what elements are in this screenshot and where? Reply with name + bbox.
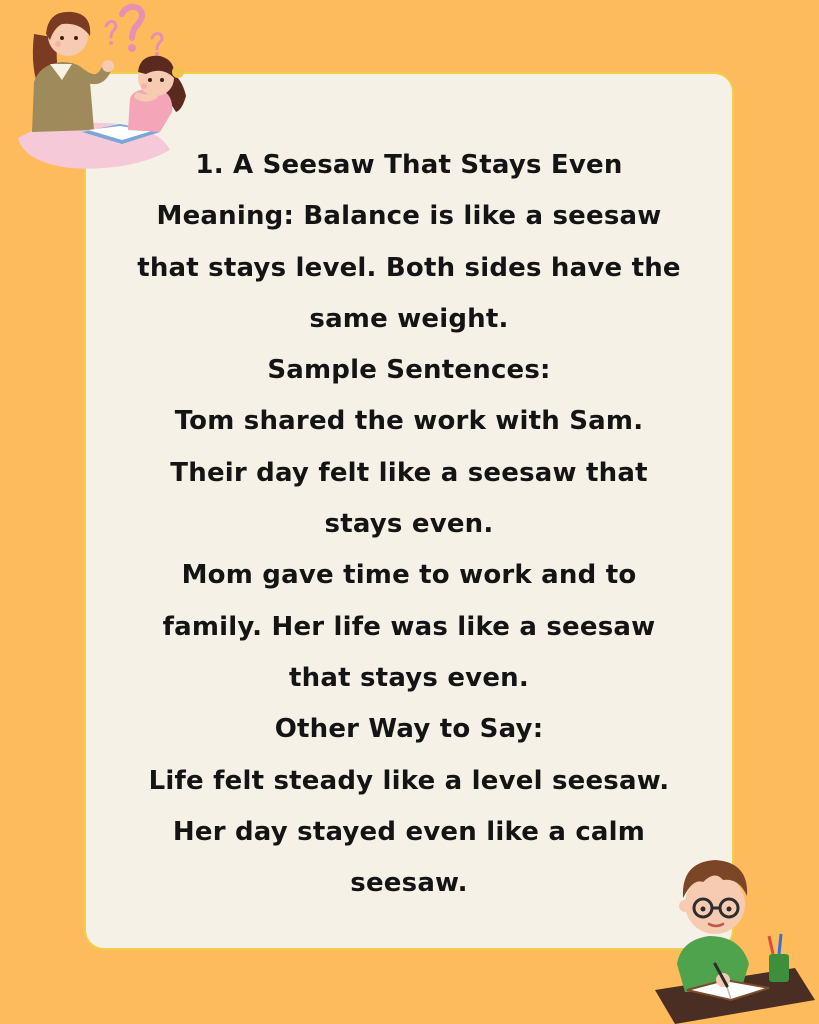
sample-line: Tom shared the work with Sam. — [174, 406, 644, 437]
sample-line: stays even. — [324, 509, 494, 540]
other-way-line: seesaw. — [350, 868, 468, 899]
other-way-heading: Other Way to Say: — [274, 714, 544, 745]
other-way-line: Life felt steady like a level seesaw. — [148, 765, 670, 796]
sample-sentences-heading: Sample Sentences: — [267, 355, 551, 386]
boy-writing-illustration — [645, 840, 817, 1024]
sample-line: that stays even. — [289, 662, 529, 693]
meaning-line: that stays level. Both sides have the — [137, 252, 681, 283]
meaning-line: Meaning: Balance is like a seesaw — [156, 201, 662, 232]
lesson-text — [84, 140, 734, 909]
sample-line: family. Her life was like a seesaw — [162, 611, 656, 642]
question-mark-icon — [122, 7, 142, 38]
other-way-line: Her day stayed even like a calm — [172, 816, 646, 847]
sample-line: Their day felt like a seesaw that — [170, 457, 648, 488]
sample-line: Mom gave time to work and to — [181, 560, 637, 591]
lesson-title: 1. A Seesaw That Stays Even — [195, 150, 623, 180]
meaning-line: same weight. — [309, 303, 509, 334]
